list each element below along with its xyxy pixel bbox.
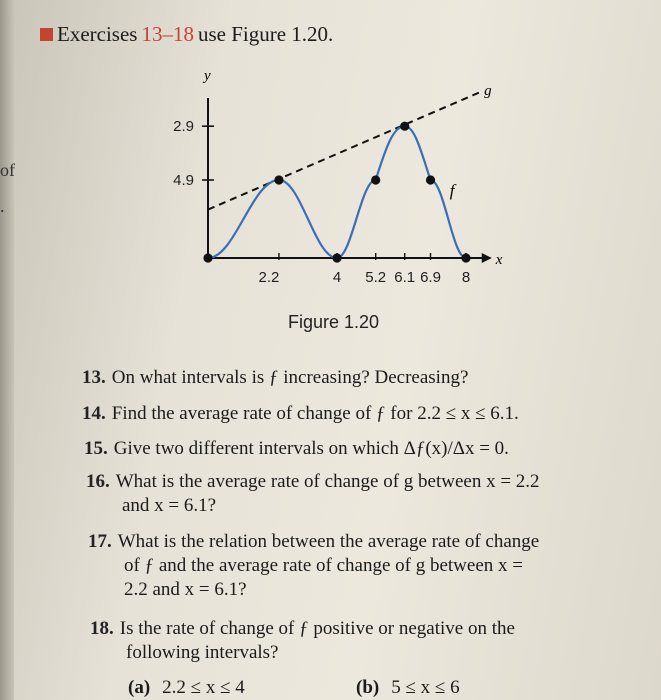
subpart-b [356,677,460,699]
f-points [203,122,470,263]
exercise-14 [82,402,519,426]
exercise-number: 16. [86,471,110,492]
exercise-16 [86,470,540,518]
y-tick-label: 2.9 [173,118,194,136]
subpart-label: (a) [128,677,151,698]
exercise-number: 17. [88,531,112,552]
exercise-text: On what intervals is ƒ increasing? Decreasing? [111,367,469,388]
x-axis-label: x [495,252,503,268]
exercise-number: 13. [82,367,106,388]
subpart-a [128,677,245,699]
f-data-point [332,253,341,262]
exercise-18 [90,617,515,665]
x-tick-label: 4 [332,269,342,286]
subpart-text: 2.2 ≤ x ≤ 4 [162,677,245,698]
exercise-text: Find the average rate of change of ƒ for 2.2 ≤ x ≤ 6.1. [111,403,519,424]
x-tick-label: 5.2 [365,269,387,286]
f-curve-label: f [449,181,455,200]
f-data-point [203,253,212,262]
exercise-text: Is the rate of change of ƒ positive or negative on the [119,618,515,639]
exercise-17 [88,530,539,602]
header-prefix: Exercises [57,22,138,46]
exercise-text-cont: of ƒ and the average rate of change of g between x = [124,555,523,576]
x-tick-label: 8 [461,269,471,286]
y-tick-label: 4.9 [173,172,194,189]
subpart-label: (b) [356,677,380,698]
f-data-point [461,253,470,262]
exercise-text: What is the relation between the average rate of change [117,531,540,552]
x-tick-label: 6.1 [394,269,416,286]
axis-ticks [173,118,470,286]
g-dashed-line [208,91,482,209]
subpart-text: 5 ≤ x ≤ 6 [391,677,460,698]
x-tick-label: 6.9 [420,269,441,286]
exercise-number: 14. [82,403,106,424]
margin-text-fragment: of [0,160,15,180]
header-range: 13–18 [141,22,194,46]
header-suffix: use Figure 1.20. [197,22,334,46]
f-data-point [400,122,409,131]
exercise-number: 15. [84,438,108,459]
f-data-point [274,175,283,184]
f-data-point [371,175,380,184]
exercise-text: Give two different intervals on which Δƒ(x)/Δx = 0. [113,438,509,459]
x-tick-label: 2.2 [258,269,280,286]
margin-text-fragment-2: . [0,196,5,216]
exercise-text: What is the average rate of change of g between x = 2.2 [115,471,540,492]
figure-labels [202,68,503,268]
f-data-point [426,175,435,184]
exercise-13 [82,366,468,390]
g-line-label: g [484,83,492,100]
exercise-text-cont: 2.2 and x = 6.1? [124,579,247,600]
figure-caption: Figure 1.20 [288,312,380,332]
x-axis-arrow-icon [482,253,492,263]
exercise-text-cont: and x = 6.1? [122,495,217,516]
y-axis-label: y [204,68,211,84]
exercise-number: 18. [90,618,114,639]
exercise-text-cont: following intervals? [126,642,279,663]
exercise-15 [84,437,509,461]
